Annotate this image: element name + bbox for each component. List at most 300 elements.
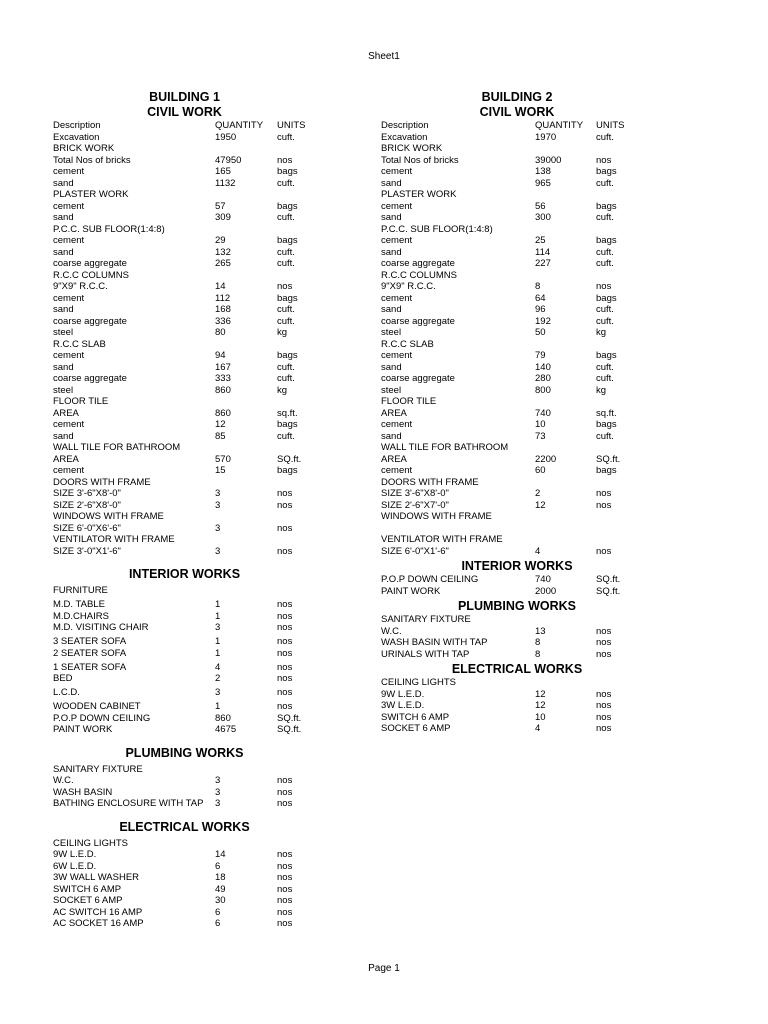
- item-description: cement: [53, 419, 85, 430]
- table-row: [53, 523, 383, 535]
- item-quantity: 3: [215, 545, 221, 557]
- table-row: [53, 212, 383, 224]
- table-row: [53, 304, 383, 316]
- item-quantity: 2: [215, 673, 221, 684]
- item-unit: SQ.ft.: [277, 453, 302, 465]
- item-quantity: 12: [215, 419, 226, 430]
- building-2-title: BUILDING 2: [481, 90, 553, 104]
- item-description: SWITCH 6 AMP: [53, 883, 122, 895]
- table-row: [381, 723, 711, 735]
- item-quantity: 3: [215, 775, 221, 786]
- item-unit: nos: [277, 872, 293, 883]
- item-unit: nos: [277, 281, 293, 292]
- item-description: AREA: [53, 407, 79, 419]
- table-row: [53, 350, 383, 362]
- item-unit: nos: [277, 918, 293, 929]
- item-unit: bags: [596, 235, 617, 246]
- item-quantity: 3: [215, 687, 221, 698]
- item-quantity: 336: [215, 315, 231, 327]
- item-quantity: 8: [535, 281, 541, 292]
- item-quantity: 4675: [215, 724, 237, 735]
- item-description: coarse aggregate: [53, 258, 127, 269]
- table-row: [53, 787, 383, 799]
- item-unit: bags: [277, 235, 298, 246]
- table-row: [381, 270, 711, 282]
- section-heading: ELECTRICAL WORKS: [119, 819, 250, 834]
- item-description: SOCKET 6 AMP: [53, 895, 123, 906]
- item-description: R.C.C SLAB: [381, 338, 434, 350]
- item-quantity: 860: [215, 384, 231, 396]
- table-row: [53, 895, 383, 907]
- item-quantity: 30: [215, 895, 226, 906]
- item-description: sand: [381, 361, 402, 373]
- item-description: WINDOWS WITH FRAME: [53, 511, 164, 522]
- item-description: P.O.P DOWN CEILING: [381, 574, 479, 585]
- item-unit: bags: [596, 200, 617, 212]
- item-description: cement: [53, 292, 85, 304]
- item-quantity: 860: [215, 407, 231, 419]
- item-unit: nos: [277, 849, 293, 860]
- table-row: [53, 431, 383, 443]
- item-quantity: 12: [535, 700, 546, 711]
- item-description: coarse aggregate: [381, 258, 455, 269]
- item-quantity: 3: [215, 786, 221, 798]
- table-row: [381, 626, 711, 638]
- item-description: SIZE 2'-6"X7'-0": [381, 499, 449, 511]
- item-unit: bags: [277, 200, 298, 212]
- item-quantity: 280: [535, 373, 551, 384]
- table-row: [53, 293, 383, 305]
- item-unit: nos: [277, 599, 293, 610]
- item-quantity: 192: [535, 315, 551, 327]
- item-unit: nos: [277, 647, 293, 659]
- item-description: PAINT WORK: [53, 724, 113, 735]
- item-unit: nos: [277, 661, 293, 673]
- section-heading: PLUMBING WORKS: [125, 745, 244, 760]
- table-row: [381, 637, 711, 649]
- item-unit: sq.ft.: [596, 407, 617, 419]
- item-description: P.O.P DOWN CEILING: [53, 712, 151, 724]
- building-1-column: [53, 90, 383, 930]
- item-description: coarse aggregate: [381, 373, 455, 384]
- item-description: SIZE 6'-0"X1'-6": [381, 545, 449, 557]
- table-row: [53, 775, 383, 787]
- table-row: [53, 143, 383, 155]
- item-description: CEILING LIGHTS: [381, 677, 456, 688]
- item-unit: nos: [277, 673, 293, 684]
- item-quantity: 114: [535, 246, 551, 258]
- item-description: cement: [381, 292, 413, 304]
- item-unit: nos: [596, 499, 612, 511]
- item-quantity: QUANTITY: [535, 120, 584, 131]
- table-row: [381, 189, 711, 201]
- item-unit: kg: [277, 384, 288, 396]
- item-description: PAINT WORK: [381, 585, 441, 597]
- item-description: sand: [53, 430, 74, 442]
- table-row: [381, 442, 711, 454]
- item-quantity: 1132: [215, 177, 236, 189]
- table-row: [53, 327, 383, 339]
- item-description: sand: [53, 246, 74, 258]
- item-description: Excavation: [53, 131, 100, 143]
- table-row: [53, 488, 383, 500]
- item-quantity: 165: [215, 166, 231, 177]
- table-row: [381, 408, 711, 420]
- building-1-title: BUILDING 1: [149, 90, 220, 104]
- item-quantity: 138: [535, 166, 551, 177]
- item-description: AC SWITCH 16 AMP: [53, 906, 143, 918]
- item-quantity: 6: [215, 906, 221, 918]
- item-unit: nos: [277, 622, 293, 633]
- item-unit: nos: [277, 860, 293, 872]
- table-row: [381, 373, 711, 385]
- item-description: cement: [53, 350, 85, 361]
- table-row: [53, 907, 383, 919]
- table-row: [381, 419, 711, 431]
- table-row: [53, 511, 383, 523]
- table-row: [381, 700, 711, 712]
- item-description: Total Nos of bricks: [381, 154, 459, 166]
- item-unit: cuft.: [596, 373, 614, 384]
- item-quantity: 10: [535, 419, 546, 430]
- item-quantity: 29: [215, 235, 226, 246]
- table-row: [381, 212, 711, 224]
- table-row: [53, 454, 383, 466]
- table-row: [53, 918, 383, 930]
- table-row: [381, 201, 711, 213]
- item-unit: nos: [277, 906, 293, 918]
- item-description: M.D.CHAIRS: [53, 610, 109, 622]
- table-row: [381, 546, 711, 558]
- table-row: [53, 599, 383, 611]
- item-description: FLOOR TILE: [53, 396, 109, 407]
- item-quantity: 1: [215, 599, 221, 610]
- item-quantity: 56: [535, 200, 546, 212]
- item-unit: nos: [277, 488, 293, 499]
- item-quantity: 265: [215, 258, 231, 269]
- table-row: [381, 511, 711, 523]
- item-quantity: 3: [215, 499, 221, 511]
- item-description: cement: [53, 465, 85, 476]
- item-quantity: 12: [535, 499, 546, 511]
- item-unit: SQ.ft.: [596, 453, 621, 465]
- table-row: [381, 143, 711, 155]
- item-description: sand: [381, 304, 402, 315]
- item-description: SOCKET 6 AMP: [381, 723, 451, 734]
- item-unit: nos: [596, 637, 612, 648]
- item-description: 6W L.E.D.: [53, 860, 97, 872]
- item-description: steel: [53, 327, 74, 338]
- item-unit: nos: [596, 688, 612, 700]
- table-row: [53, 687, 383, 699]
- item-quantity: 965: [535, 177, 551, 189]
- item-quantity: 1970: [535, 131, 557, 143]
- item-description: W.C.: [381, 625, 402, 637]
- item-description: 2 SEATER SOFA: [53, 647, 127, 659]
- table-row: [381, 235, 711, 247]
- item-quantity: 10: [535, 711, 546, 723]
- item-quantity: 60: [535, 465, 546, 476]
- item-description: PLASTER WORK: [53, 189, 129, 200]
- item-unit: nos: [596, 545, 612, 557]
- item-unit: cuft.: [596, 361, 614, 373]
- table-row: [381, 362, 711, 374]
- table-row: [53, 201, 383, 213]
- item-unit: nos: [277, 499, 293, 511]
- table-row: [53, 500, 383, 512]
- item-description: SWITCH 6 AMP: [381, 711, 450, 723]
- item-unit: nos: [277, 687, 293, 698]
- item-description: AREA: [381, 407, 407, 419]
- item-description: P.C.C. SUB FLOOR(1:4:8): [53, 223, 165, 235]
- item-description: coarse aggregate: [381, 315, 455, 327]
- table-row: [53, 546, 383, 558]
- item-quantity: 740: [535, 574, 551, 585]
- table-row: [381, 431, 711, 443]
- item-unit: cuft.: [277, 304, 295, 315]
- item-description: cement: [53, 200, 85, 212]
- item-quantity: 14: [215, 849, 226, 860]
- item-quantity: 860: [215, 712, 231, 724]
- item-description: DOORS WITH FRAME: [381, 476, 479, 488]
- table-row: [53, 270, 383, 282]
- table-row: [381, 132, 711, 144]
- table-row: [53, 362, 383, 374]
- table-row: [53, 622, 383, 634]
- table-row: [53, 178, 383, 190]
- table-row: [53, 373, 383, 385]
- table-row: [53, 419, 383, 431]
- table-row: [381, 523, 711, 535]
- item-quantity: 112: [215, 292, 231, 304]
- item-description: cement: [381, 235, 413, 246]
- table-row: [53, 258, 383, 270]
- item-quantity: 47950: [215, 154, 242, 166]
- item-quantity: 1: [215, 647, 221, 659]
- table-row: [53, 339, 383, 351]
- table-row: [381, 500, 711, 512]
- item-unit: bags: [277, 292, 298, 304]
- table-row: [53, 798, 383, 810]
- table-row: [381, 350, 711, 362]
- item-description: M.D. TABLE: [53, 599, 105, 610]
- item-quantity: 4: [215, 661, 221, 673]
- item-description: SANITARY FIXTURE: [53, 763, 143, 775]
- table-row: [381, 304, 711, 316]
- item-unit: nos: [277, 610, 293, 622]
- item-quantity: 79: [535, 350, 546, 361]
- item-description: 1 SEATER SOFA: [53, 661, 127, 673]
- item-unit: bags: [596, 350, 617, 361]
- table-row: [53, 662, 383, 674]
- table-row: [53, 673, 383, 685]
- item-unit: nos: [596, 281, 612, 292]
- item-unit: UNITS: [596, 120, 625, 131]
- item-quantity: 570: [215, 453, 231, 465]
- item-unit: SQ.ft.: [596, 574, 621, 585]
- item-quantity: 1: [215, 610, 221, 622]
- item-quantity: 2000: [535, 585, 557, 597]
- item-unit: cuft.: [596, 315, 614, 327]
- item-quantity: 18: [215, 872, 226, 883]
- table-row: [53, 224, 383, 236]
- item-description: SANITARY FIXTURE: [381, 614, 471, 625]
- item-description: M.D. VISITING CHAIR: [53, 622, 149, 633]
- table-row: [381, 316, 711, 328]
- table-row: [53, 465, 383, 477]
- item-description: cement: [381, 166, 413, 177]
- item-description: WALL TILE FOR BATHROOM: [53, 442, 181, 453]
- item-unit: cuft.: [277, 373, 295, 384]
- item-description: 3W L.E.D.: [381, 700, 425, 711]
- section-heading: CIVIL WORK: [147, 105, 222, 119]
- table-row: [53, 764, 383, 776]
- table-row: [381, 488, 711, 500]
- item-quantity: 227: [535, 258, 551, 269]
- table-row: [53, 884, 383, 896]
- table-row: [53, 166, 383, 178]
- item-unit: SQ.ft.: [596, 585, 621, 597]
- item-description: VENTILATOR WITH FRAME: [53, 534, 175, 545]
- item-quantity: 3: [215, 622, 221, 633]
- item-quantity: 3: [215, 522, 221, 534]
- item-description: SIZE 2'-6"X8'-0": [53, 499, 121, 511]
- item-quantity: 309: [215, 212, 231, 223]
- table-row: [381, 281, 711, 293]
- item-description: PLASTER WORK: [381, 189, 457, 200]
- item-description: VENTILATOR WITH FRAME: [381, 534, 503, 545]
- item-quantity: 2200: [535, 453, 557, 465]
- table-row: [53, 701, 383, 713]
- item-unit: cuft.: [277, 430, 295, 442]
- table-row: [53, 316, 383, 328]
- item-unit: nos: [277, 522, 293, 534]
- item-quantity: 167: [215, 361, 231, 373]
- item-quantity: 333: [215, 373, 231, 384]
- table-row: [53, 724, 383, 736]
- item-description: steel: [381, 327, 402, 338]
- table-row: [53, 385, 383, 397]
- table-row: [381, 477, 711, 489]
- table-row: [53, 120, 383, 132]
- item-quantity: 8: [535, 637, 541, 648]
- item-quantity: 740: [535, 407, 551, 419]
- table-row: [381, 258, 711, 270]
- item-description: BATHING ENCLOSURE WITH TAP: [53, 798, 204, 809]
- item-quantity: 6: [215, 918, 221, 929]
- table-row: [53, 849, 383, 861]
- item-unit: cuft.: [596, 177, 614, 189]
- item-description: WASH BASIN WITH TAP: [381, 637, 488, 648]
- item-unit: sq.ft.: [277, 407, 298, 419]
- item-unit: nos: [277, 895, 293, 906]
- item-description: WOODEN CABINET: [53, 701, 141, 712]
- item-unit: cuft.: [277, 361, 295, 373]
- item-quantity: 4: [535, 723, 541, 734]
- table-row: [53, 872, 383, 884]
- item-description: cement: [381, 200, 413, 212]
- item-description: WASH BASIN: [53, 786, 113, 798]
- item-description: BRICK WORK: [53, 143, 115, 154]
- item-quantity: 8: [535, 648, 541, 660]
- item-unit: nos: [277, 636, 293, 647]
- item-description: cement: [381, 419, 413, 430]
- table-row: [381, 614, 711, 626]
- item-quantity: 300: [535, 212, 551, 223]
- item-description: cement: [53, 166, 85, 177]
- item-description: cement: [381, 465, 413, 476]
- item-description: P.C.C. SUB FLOOR(1:4:8): [381, 223, 493, 235]
- table-row: [381, 247, 711, 259]
- item-quantity: 80: [215, 327, 226, 338]
- item-unit: bags: [277, 465, 298, 476]
- table-row: [53, 713, 383, 725]
- item-unit: cuft.: [277, 212, 295, 223]
- table-row: [53, 477, 383, 489]
- table-row: [381, 293, 711, 305]
- item-unit: bags: [277, 350, 298, 361]
- item-quantity: 4: [535, 545, 541, 557]
- item-quantity: 73: [535, 430, 546, 442]
- table-row: [381, 649, 711, 661]
- table-row: [381, 224, 711, 236]
- building-2-column: [381, 90, 711, 735]
- table-row: [381, 385, 711, 397]
- item-unit: cuft.: [277, 258, 295, 269]
- page-number: Page 1: [368, 963, 400, 974]
- item-description: R.C.C COLUMNS: [53, 269, 130, 281]
- item-quantity: 12: [535, 688, 546, 700]
- item-unit: cuft.: [596, 246, 614, 258]
- item-description: sand: [381, 430, 402, 442]
- item-unit: SQ.ft.: [277, 712, 302, 724]
- section-heading: ELECTRICAL WORKS: [451, 662, 583, 676]
- item-description: 9"X9" R.C.C.: [381, 281, 436, 292]
- item-description: BED: [53, 673, 73, 684]
- item-unit: nos: [277, 154, 293, 166]
- item-description: SIZE 6'-0"X6'-6": [53, 522, 121, 534]
- item-description: sand: [53, 212, 74, 223]
- item-unit: bags: [596, 419, 617, 430]
- table-row: [381, 327, 711, 339]
- item-unit: bags: [277, 166, 298, 177]
- item-description: R.C.C COLUMNS: [381, 269, 458, 281]
- item-unit: nos: [596, 154, 612, 166]
- item-description: R.C.C SLAB: [53, 338, 106, 350]
- item-quantity: 57: [215, 200, 226, 212]
- item-unit: cuft.: [277, 177, 295, 189]
- item-quantity: 1: [215, 701, 221, 712]
- item-description: sand: [53, 361, 74, 373]
- item-unit: cuft.: [596, 304, 614, 315]
- table-row: [53, 247, 383, 259]
- table-row: [381, 465, 711, 477]
- item-quantity: QUANTITY: [215, 120, 264, 131]
- item-quantity: 50: [535, 327, 546, 338]
- item-unit: nos: [596, 648, 612, 660]
- item-quantity: 25: [535, 235, 546, 246]
- table-row: [53, 636, 383, 648]
- item-unit: bags: [596, 166, 617, 177]
- item-unit: bags: [277, 419, 298, 430]
- table-row: [381, 166, 711, 178]
- table-row: [53, 235, 383, 247]
- item-quantity: 14: [215, 281, 226, 292]
- item-description: Description: [53, 120, 101, 131]
- item-quantity: 85: [215, 430, 226, 442]
- item-description: Total Nos of bricks: [53, 154, 131, 166]
- item-quantity: 1950: [215, 131, 237, 143]
